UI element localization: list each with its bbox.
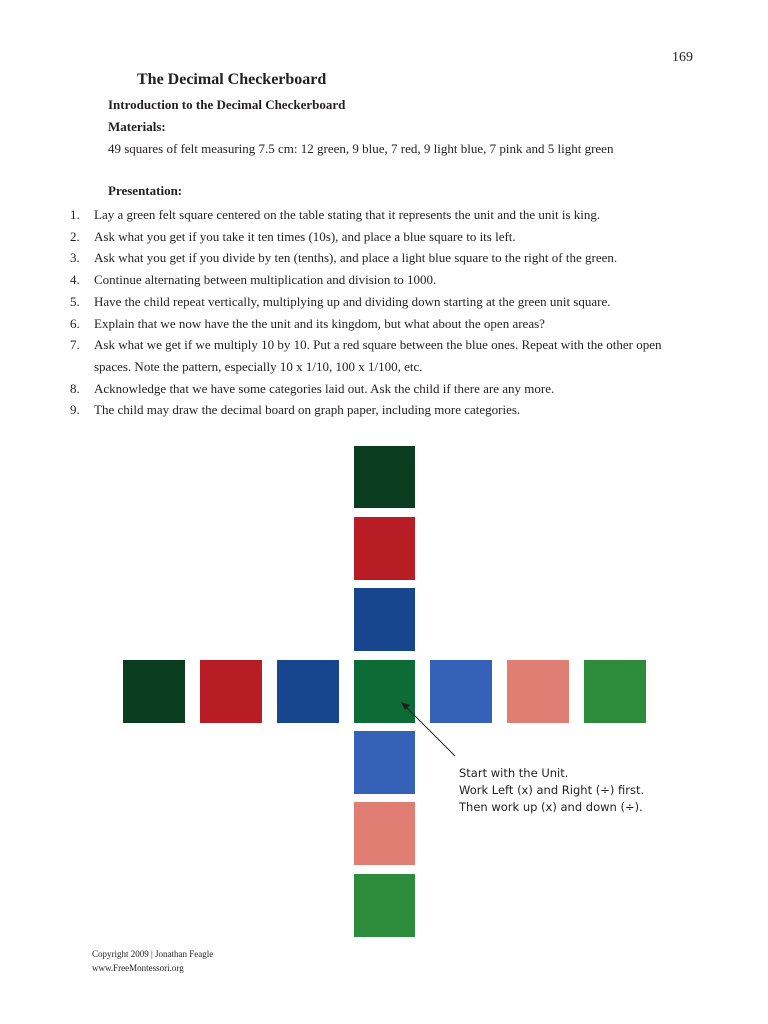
step-item xyxy=(70,378,695,400)
step-text: Have the child repeat vertically, multiplying up and dividing down starting at the green unit square. xyxy=(94,293,611,309)
document-title: The Decimal Checkerboard xyxy=(137,71,327,88)
caption-line-2: Work Left (x) and Right (÷) first. xyxy=(459,783,645,797)
footer-website: www.FreeMontessori.org xyxy=(92,963,184,973)
caption-line-3: Then work up (x) and down (÷). xyxy=(459,800,643,814)
step-item xyxy=(70,334,695,377)
step-text: Lay a green felt square centered on the table stating that it represents the unit and the unit is king. xyxy=(94,207,601,222)
square-hundreds-up xyxy=(354,517,415,580)
footer-copyright: Copyright 2009 | Jonathan Feagle xyxy=(92,949,214,959)
step-number: 3. xyxy=(70,250,80,266)
step-number: 4. xyxy=(70,272,80,288)
step-number: 9. xyxy=(70,402,80,418)
step-number: 1. xyxy=(70,207,80,222)
square-unit xyxy=(354,660,415,723)
square-thousands-left xyxy=(123,660,185,723)
step-number: 6. xyxy=(70,315,80,331)
page-number: 169 xyxy=(672,50,693,65)
step-text: Ask what you get if you take it ten times (10s), and place a blue square to its left. xyxy=(94,228,516,244)
step-number: 2. xyxy=(70,228,80,244)
step-text: Ask what you get if you divide by ten (tenths), and place a light blue square to the right of the green. xyxy=(94,250,618,266)
step-text: The child may draw the decimal board on graph paper, including more categories. xyxy=(94,402,521,418)
step-item xyxy=(70,247,695,269)
step-item xyxy=(70,399,695,421)
square-thousandths-right xyxy=(584,660,646,723)
diagram-caption xyxy=(459,765,644,816)
step-item xyxy=(70,204,695,226)
materials-text: 49 squares of felt measuring 7.5 cm: 12 green, 9 blue, 7 red, 9 light blue, 7 pink and 5 light green xyxy=(108,141,614,156)
step-text: Ask what we get if we multiply 10 by 10. Put a red square between the blue ones. Repeat with the other open spaces. Note the pattern, especially 10 x 1/10, 100 x 1/100, etc. xyxy=(94,337,662,374)
step-text: Acknowledge that we have some categories laid out. Ask the child if there are any more. xyxy=(94,380,555,396)
square-hundreds-left xyxy=(200,660,262,723)
square-hundredths-down xyxy=(354,802,415,865)
step-number: 5. xyxy=(70,293,80,309)
presentation-steps xyxy=(70,204,695,421)
step-text: Continue alternating between multiplication and division to 1000. xyxy=(94,272,437,288)
step-item xyxy=(70,226,695,248)
square-tens-left xyxy=(277,660,339,723)
intro-heading: Introduction to the Decimal Checkerboard xyxy=(108,97,346,112)
footer xyxy=(92,947,213,975)
square-thousandths-down xyxy=(354,874,415,937)
caption-line-1: Start with the Unit. xyxy=(459,766,569,780)
step-text: Explain that we now have the the unit and its kingdom, but what about the open areas? xyxy=(94,315,545,331)
step-number: 8. xyxy=(70,380,80,396)
step-item xyxy=(70,269,695,291)
square-tenths-right xyxy=(430,660,492,723)
step-item xyxy=(70,313,695,335)
square-tenths-down xyxy=(354,731,415,794)
presentation-heading: Presentation: xyxy=(108,183,183,198)
square-hundredths-right xyxy=(507,660,569,723)
step-item xyxy=(70,291,695,313)
square-thousands-up xyxy=(354,446,415,508)
step-number: 7. xyxy=(70,337,80,353)
materials-heading: Materials: xyxy=(108,119,166,134)
pointer-arrow xyxy=(401,702,455,756)
square-tens-up xyxy=(354,588,415,651)
